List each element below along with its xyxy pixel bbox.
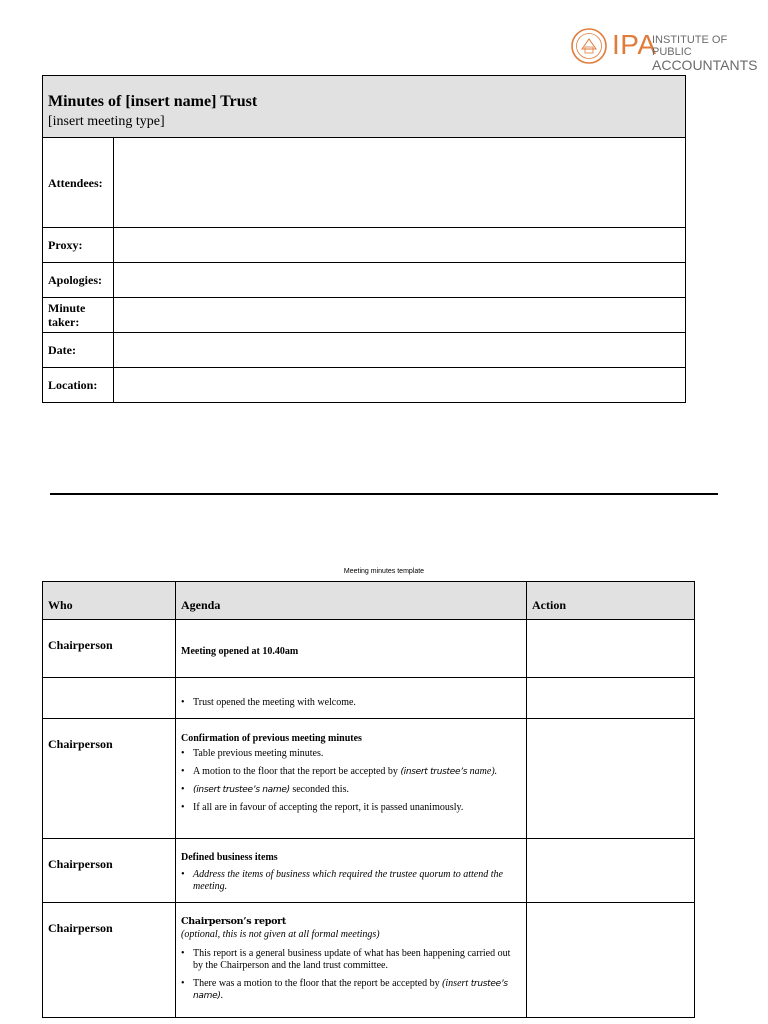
trustee-placeholder: (insert	[442, 978, 469, 989]
logo-mark: IPA	[612, 29, 657, 60]
agenda-heading: Meeting opened at 10.40am	[181, 646, 299, 657]
apologies-field[interactable]	[114, 263, 685, 297]
trustee-placeholder-end: name).	[469, 766, 498, 777]
logo-text	[652, 34, 758, 73]
minutes-title-block	[43, 76, 685, 138]
section-divider	[50, 493, 718, 495]
table-row	[43, 903, 694, 1017]
location-field[interactable]	[114, 368, 685, 402]
template-caption: Meeting minutes template	[343, 568, 425, 575]
list-item: • If all are in favour of accepting the report, it is passed unanimously.	[181, 802, 521, 814]
attendees-row	[43, 138, 685, 228]
who-cell: Chairperson	[43, 903, 176, 1017]
action-cell[interactable]	[527, 839, 694, 902]
table-row	[43, 719, 694, 839]
agenda-heading: Defined business items	[181, 852, 278, 863]
action-cell[interactable]	[527, 719, 694, 838]
date-row	[43, 333, 685, 368]
minutes-title: Minutes of [insert name] Trust	[48, 93, 258, 110]
who-header: Who	[43, 582, 176, 619]
action-header: Action	[532, 598, 566, 612]
who-cell: Chairperson	[43, 620, 176, 677]
minute-taker-row	[43, 298, 685, 333]
agenda-note: (optional, this is not given at all formal meetings)	[181, 929, 380, 940]
trustee-placeholder: (insert trustee’s	[400, 767, 468, 777]
minutes-header-table	[42, 75, 686, 403]
trustee-placeholder-name: trustee’s name)	[193, 979, 508, 1001]
apologies-row	[43, 263, 685, 298]
minute-taker-label: Minute taker:	[43, 298, 114, 332]
list-item: • Table previous meeting minutes.	[181, 748, 521, 760]
list-item	[181, 978, 521, 1002]
agenda-cell	[176, 620, 527, 677]
agenda-cell	[176, 678, 527, 718]
location-label: Location:	[43, 368, 114, 402]
apologies-label: Apologies:	[43, 263, 114, 297]
proxy-label: Proxy:	[43, 228, 114, 262]
action-cell[interactable]	[527, 620, 694, 677]
attendees-field[interactable]	[114, 138, 685, 227]
bullet-list	[181, 748, 521, 814]
agenda-heading: Confirmation of previous meeting minutes	[181, 733, 362, 744]
period: .	[220, 990, 224, 1001]
proxy-field[interactable]	[114, 228, 685, 262]
table-row	[43, 839, 694, 903]
who-cell	[43, 678, 176, 718]
location-row	[43, 368, 685, 402]
who-cell: Chairperson	[43, 719, 176, 838]
agenda-cell	[176, 839, 527, 902]
motion-text: There was a motion to the floor that the report be accepted by	[193, 978, 440, 989]
agenda-table	[42, 581, 695, 1018]
bullet-list	[181, 869, 521, 893]
logo-line-1: INSTITUTE OF PUBLIC	[652, 34, 728, 58]
table-row	[43, 620, 694, 678]
agenda-cell	[176, 903, 527, 1017]
proxy-row	[43, 228, 685, 263]
agenda-header: Agenda	[176, 582, 527, 619]
list-item	[181, 784, 521, 796]
agenda-header-row	[43, 582, 694, 620]
ipa-logo	[570, 26, 758, 73]
table-row	[43, 678, 694, 719]
ipa-seal-icon	[570, 27, 608, 65]
who-cell: Chairperson	[43, 839, 176, 902]
date-field[interactable]	[114, 333, 685, 367]
bullet-list	[181, 697, 521, 709]
list-item: • Address the items of business which required the trustee quorum to attend the meeting.	[181, 869, 521, 893]
meeting-type: [insert meeting type]	[48, 114, 165, 129]
bullet-list	[181, 948, 521, 1002]
seconded-text: seconded this.	[292, 784, 349, 795]
action-cell[interactable]	[527, 678, 694, 718]
minute-taker-field[interactable]	[114, 298, 685, 332]
logo-line-2: ACCOUNTANTS	[652, 57, 758, 73]
trustee-placeholder: (insert trustee’s name)	[193, 785, 290, 795]
action-cell[interactable]	[527, 903, 694, 1017]
attendees-label: Attendees:	[43, 138, 114, 227]
agenda-heading: Chairperson’s report	[181, 916, 286, 927]
list-item	[181, 766, 521, 778]
date-label: Date:	[43, 333, 114, 367]
list-item: • Trust opened the meeting with welcome.	[181, 697, 521, 709]
list-item: • This report is a general business update of what has been happening carried out by the Chairperson and the land trust committee.	[181, 948, 521, 972]
agenda-cell	[176, 719, 527, 838]
motion-text: A motion to the floor that the report be accepted by	[193, 766, 398, 777]
